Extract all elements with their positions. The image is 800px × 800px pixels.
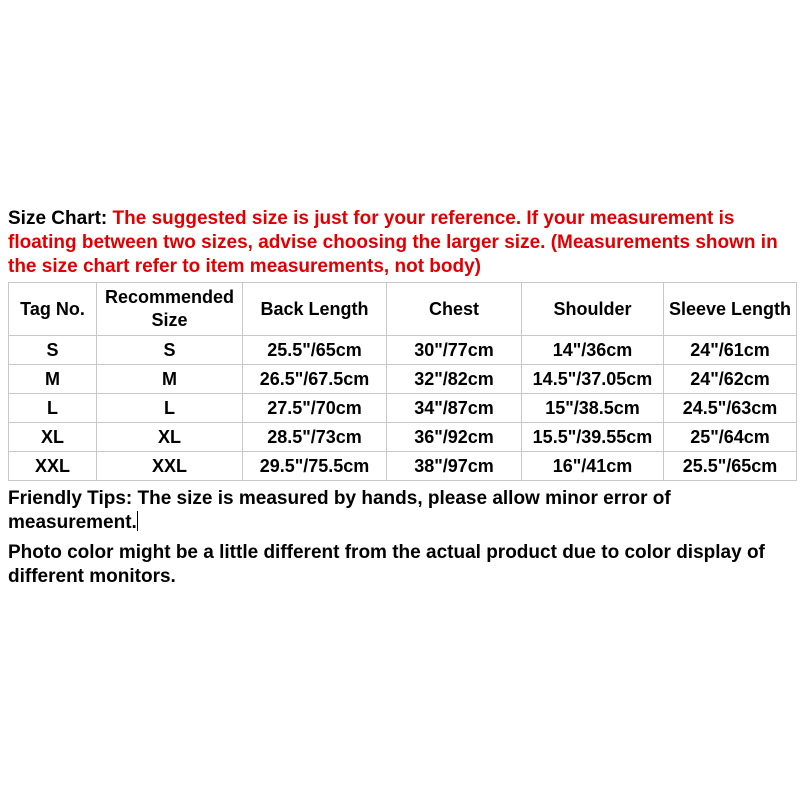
friendly-tips-text: Friendly Tips: The size is measured by hands, please allow minor error of measurement. [8, 488, 671, 533]
cell-recommended-size: M [97, 365, 243, 394]
cell-recommended-size: XL [97, 423, 243, 452]
cell-shoulder: 15.5"/39.55cm [522, 423, 664, 452]
cell-tag-no: S [9, 336, 97, 365]
table-row [9, 336, 797, 365]
cell-back-length: 29.5"/75.5cm [243, 452, 387, 481]
table-row [9, 365, 797, 394]
cell-shoulder: 14"/36cm [522, 336, 664, 365]
cell-back-length: 26.5"/67.5cm [243, 365, 387, 394]
cell-chest: 38"/97cm [387, 452, 522, 481]
header-chest: Chest [387, 283, 522, 336]
table-header-row [9, 283, 797, 336]
cell-back-length: 28.5"/73cm [243, 423, 387, 452]
cell-tag-no: XL [9, 423, 97, 452]
header-tag-no: Tag No. [9, 283, 97, 336]
cell-shoulder: 14.5"/37.05cm [522, 365, 664, 394]
table-row [9, 452, 797, 481]
size-chart-intro [8, 207, 796, 279]
cell-sleeve-length: 25.5"/65cm [664, 452, 797, 481]
cell-tag-no: XXL [9, 452, 97, 481]
friendly-tips [8, 487, 796, 535]
cell-sleeve-length: 25"/64cm [664, 423, 797, 452]
color-disclaimer: Photo color might be a little different from the actual product due to color display of different monitors. [8, 542, 765, 587]
cell-sleeve-length: 24"/61cm [664, 336, 797, 365]
size-table [8, 282, 797, 481]
size-chart-label: Size Chart: [8, 208, 108, 229]
cell-tag-no: L [9, 394, 97, 423]
cell-tag-no: M [9, 365, 97, 394]
table-row [9, 394, 797, 423]
header-shoulder: Shoulder [522, 283, 664, 336]
cell-chest: 36"/92cm [387, 423, 522, 452]
table-row [9, 423, 797, 452]
cell-recommended-size: S [97, 336, 243, 365]
cell-sleeve-length: 24"/62cm [664, 365, 797, 394]
size-chart-document [8, 207, 796, 589]
text-cursor [137, 511, 138, 531]
cell-back-length: 27.5"/70cm [243, 394, 387, 423]
cell-back-length: 25.5"/65cm [243, 336, 387, 365]
cell-shoulder: 16"/41cm [522, 452, 664, 481]
cell-chest: 30"/77cm [387, 336, 522, 365]
cell-recommended-size: L [97, 394, 243, 423]
reference-note: The suggested size is just for your reference. If your measurement is floating between two sizes, advise choosing the larger size. (Measurements shown in the size chart refer to item measurements, not body) [8, 208, 778, 277]
cell-recommended-size: XXL [97, 452, 243, 481]
cell-sleeve-length: 24.5"/63cm [664, 394, 797, 423]
cell-chest: 34"/87cm [387, 394, 522, 423]
cell-chest: 32"/82cm [387, 365, 522, 394]
header-sleeve-length: Sleeve Length [664, 283, 797, 336]
header-recommended-size: Recommended Size [97, 283, 243, 336]
header-back-length: Back Length [243, 283, 387, 336]
cell-shoulder: 15"/38.5cm [522, 394, 664, 423]
